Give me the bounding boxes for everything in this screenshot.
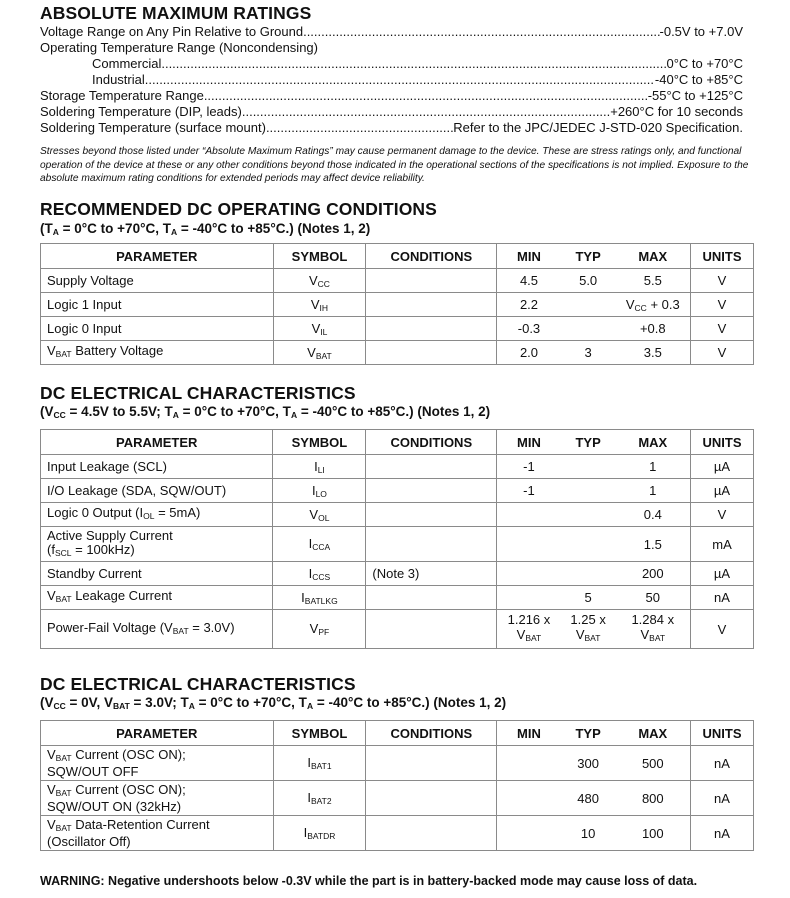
table-header-row: PARAMETER SYMBOL CONDITIONS MIN TYP MAX UNITS	[41, 244, 754, 269]
warning-note: WARNING: Negative undershoots below -0.3V while the part is in battery-backed mode may cause loss of data.	[40, 874, 698, 888]
dc-elec1-subtitle: ($V_{CC} = 4.5V$ to 5.5V; $T_A = 0^\circ C$ to +70°C, $T_A = -40^\circ C$ to +85°C.) (Notes 1, 2)	[40, 404, 491, 420]
table-row: $V_{BAT}$ Leakage Current $I_{BATLKG}$ 5 50 nA	[41, 586, 754, 610]
dc-elec1-table	[40, 429, 754, 649]
rating-row: Operating Temperature Range (Noncondensing)	[40, 40, 318, 55]
rating-row: Commercial ..... 0°C to +70°C	[92, 56, 743, 72]
table-row: Supply Voltage $V_{CC}$ 4.5 5.0 5.5 V	[41, 269, 754, 293]
rec-dc-subtitle: ($T_A = 0^\circ C$ to +70°C, $T_A = -40^\circ C$ to +85°C.) (Notes 1, 2)	[40, 221, 371, 237]
table-header-row: PARAMETER SYMBOL CONDITIONS MIN TYP MAX UNITS	[41, 721, 754, 746]
table-header-row: PARAMETER SYMBOL CONDITIONS MIN TYP MAX UNITS	[41, 430, 754, 455]
dc-elec2-subtitle: ($V_{CC} = 0V$, $V_{BAT} = 3.0V$; $T_A = 0^\circ C$ to +70°C, $T_A = -40^\circ C$ to +85°C.) (Notes 1, 2)	[40, 695, 507, 711]
table-row: $V_{BAT}$ Battery Voltage $V_{BAT}$ 2.0 3 3.5 V	[41, 341, 754, 365]
rating-row: Voltage Range on Any Pin Relative to Ground ..... -0.5V to +7.0V	[40, 24, 743, 40]
dc-elec1-title: DC ELECTRICAL CHARACTERISTICS	[40, 383, 356, 403]
table-row: Logic 1 Input $V_{IH}$ 2.2 $V_{CC} + 0.3$ V	[41, 293, 754, 317]
table-row: Power-Fail Voltage $(V_{BAT} = 3.0V)$ $V_{PF}$ 1.216 x $V_{BAT}$ 1.25 x $V_{BAT}$ 1.284 x $V_{BAT}$ V	[41, 610, 754, 649]
stress-note: Stresses beyond those listed under “Absolute Maximum Ratings” may cause permanent damage to the device. These are stress ratings only, and functional operation of the device at these or any other conditions beyond those indicated in the operational sections of the specifications is not implied. Exposure to the absolute maximum rating conditions for extended periods may affect device reliability.	[40, 146, 749, 184]
dc-elec2-table	[40, 720, 754, 851]
table-row: $V_{BAT}$ Data-Retention Current (Oscillator Off) $I_{BATDR}$ 10 100 nA	[41, 816, 754, 851]
rec-dc-title: RECOMMENDED DC OPERATING CONDITIONS	[40, 199, 437, 219]
table-row: Input Leakage (SCL) $I_{LI}$ -1 1 µA	[41, 455, 754, 479]
rating-row: Industrial ..... -40°C to +85°C	[92, 72, 743, 88]
rec-dc-table	[40, 243, 754, 365]
rating-row: Soldering Temperature (DIP, leads) ..... +260°C for 10 seconds	[40, 104, 743, 120]
rating-row: Soldering Temperature (surface mount) ..... Refer to the JPC/JEDEC J-STD-020 Specification.	[40, 120, 743, 136]
table-row: Logic 0 Input $V_{IL}$ -0.3 +0.8 V	[41, 317, 754, 341]
dc-elec2-title: DC ELECTRICAL CHARACTERISTICS	[40, 674, 356, 694]
table-row: Active Supply Current $(f_{SCL} = 100kHz)$ $I_{CCA}$ 1.5 mA	[41, 527, 754, 562]
rating-row: Storage Temperature Range ..... -55°C to +125°C	[40, 88, 743, 104]
table-row: $V_{BAT}$ Current (OSC ON); SQW/OUT OFF $I_{BAT1}$ 300 500 nA	[41, 746, 754, 781]
table-row: I/O Leakage (SDA, SQW/OUT) $I_{LO}$ -1 1 µA	[41, 479, 754, 503]
table-row: $V_{BAT}$ Current (OSC ON); SQW/OUT ON (32kHz) $I_{BAT2}$ 480 800 nA	[41, 781, 754, 816]
abs-max-title: ABSOLUTE MAXIMUM RATINGS	[40, 3, 312, 23]
table-row: Logic 0 Output $(I_{OL} = 5mA)$ $V_{OL}$ 0.4 V	[41, 503, 754, 527]
table-row: Standby Current $I_{CCS}$ (Note 3) 200 µA	[41, 562, 754, 586]
